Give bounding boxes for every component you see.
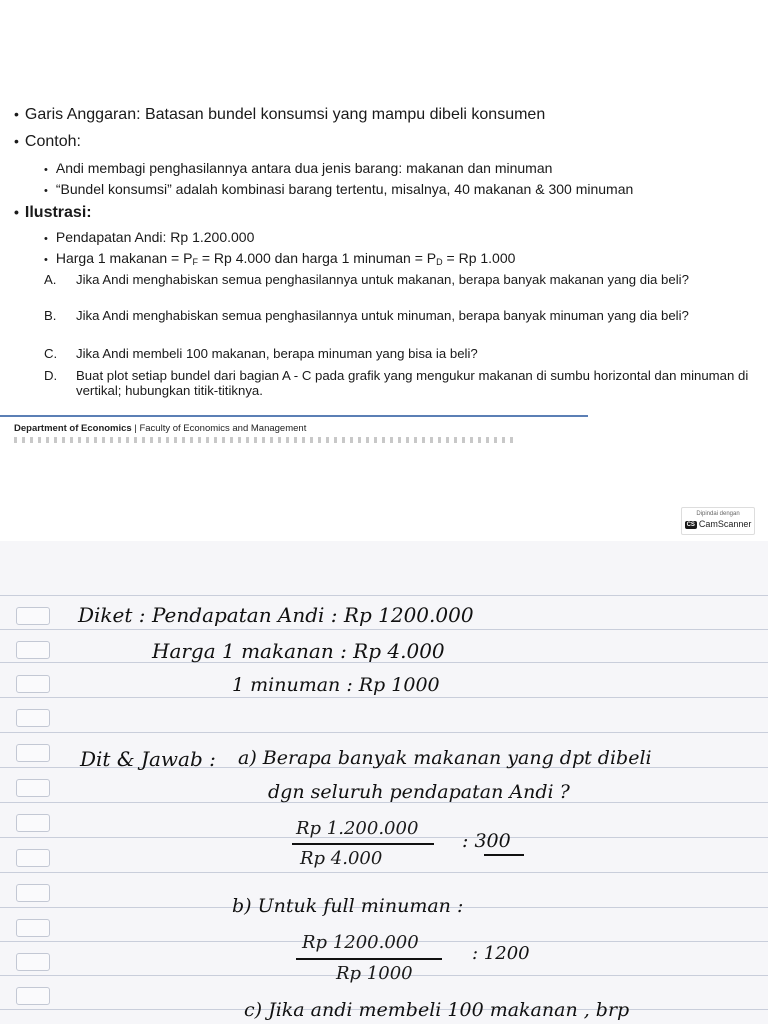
ilustrasi-harga (44, 250, 515, 267)
margin-box (16, 849, 50, 867)
margin-box (16, 675, 50, 693)
diket-label: Diket : (78, 603, 146, 627)
margin-box (16, 744, 50, 762)
question-letter: B. (44, 308, 57, 323)
ruled-line (0, 629, 768, 630)
fraction-a-denominator: Rp 4.000 (300, 848, 383, 869)
camscanner-logo-icon: CS (686, 522, 695, 528)
bullet-dot-icon: • (14, 133, 19, 149)
diket-pendapatan: Pendapatan Andi : Rp 1200.000 (152, 603, 474, 627)
margin-box (16, 641, 50, 659)
camscanner-brand (682, 519, 754, 529)
answer-b-result: : 1200 (472, 943, 530, 964)
fraction-b-denominator: Rp 1000 (336, 963, 413, 984)
footer-faculty: | Faculty of Economics and Management (131, 423, 307, 434)
sub-bullet-icon: • (44, 254, 48, 266)
garis-label: Garis Anggaran: (24, 106, 141, 123)
contoh-item-text: Andi membagi penghasilannya antara dua jenis barang: makanan dan minuman (55, 160, 553, 176)
ilustrasi-heading: Ilustrasi: (24, 204, 92, 221)
diket-harga-makanan: Harga 1 makanan : Rp 4.000 (152, 639, 445, 663)
slide-footer (14, 423, 306, 434)
pendapatan-text: Pendapatan Andi: Rp 1.200.000 (55, 229, 255, 245)
camscanner-name: CamScanner (698, 519, 752, 529)
question-text: Jika Andi menghabiskan semua penghasilannya untuk makanan, berapa banyak makanan yang dia beli? (76, 272, 689, 287)
camscanner-watermark (681, 507, 755, 535)
harga-subscript-d: D (436, 257, 443, 267)
footer-rule (0, 415, 588, 417)
contoh-item (44, 181, 633, 197)
ruled-line (0, 872, 768, 873)
ditjawab-label: Dit & Jawab : (80, 747, 216, 771)
harga-subscript-f: F (192, 257, 198, 267)
question-text: Jika Andi menghabiskan semua penghasilannya untuk minuman, berapa banyak minuman yang dia beli? (76, 308, 689, 323)
camscanner-caption: Dipindai dengan (696, 511, 740, 517)
sub-bullet-icon: • (44, 233, 48, 245)
harga-part2: = Rp 4.000 dan harga 1 minuman = P (197, 250, 437, 266)
handwritten-notebook-page (0, 541, 768, 1024)
answer-a-question-cont: dgn seluruh pendapatan Andi ? (268, 781, 570, 803)
question-text: Jika Andi membeli 100 makanan, berapa minuman yang bisa ia beli? (76, 346, 478, 361)
question-letter: D. (44, 368, 58, 383)
sub-bullet-icon: • (44, 185, 48, 197)
margin-box (16, 919, 50, 937)
contoh-item-text: “Bundel konsumsi” adalah kombinasi barang tertentu, misalnya, 40 makanan & 300 minuman (55, 181, 634, 197)
bullet-contoh (14, 133, 81, 151)
contoh-heading: Contoh: (24, 133, 81, 150)
printed-slide (0, 0, 768, 450)
ruled-line (0, 732, 768, 733)
harga-part1: Harga 1 makanan = P (55, 250, 193, 266)
margin-box (16, 709, 50, 727)
margin-box (16, 607, 50, 625)
answer-a-result: : 300 (462, 830, 511, 852)
margin-box (16, 987, 50, 1005)
bullet-dot-icon: • (14, 204, 19, 220)
answer-a-question: a) Berapa banyak makanan yang dpt dibeli (238, 747, 652, 769)
ruled-line (0, 697, 768, 698)
fraction-a-bar (292, 843, 434, 845)
ilustrasi-pendapatan (44, 229, 254, 245)
sub-bullet-icon: • (44, 164, 48, 176)
margin-box (16, 814, 50, 832)
fraction-b-bar (296, 958, 442, 960)
answer-c-question: c) Jika andi membeli 100 makanan , brp (244, 999, 630, 1021)
fraction-a-numerator: Rp 1.200.000 (296, 818, 419, 839)
harga-part3: = Rp 1.000 (442, 250, 516, 266)
question-letter: C. (44, 346, 58, 361)
margin-box (16, 953, 50, 971)
answer-b-question: b) Untuk full minuman : (232, 895, 464, 917)
question-text: Buat plot setiap bundel dari bagian A - C pada grafik yang mengukur makanan di sumbu horizontal dan minuman di vertikal; hubungkan titik-titiknya. (76, 368, 749, 398)
question-letter: A. (44, 272, 57, 287)
diket-harga-minuman: 1 minuman : Rp 1000 (232, 674, 440, 696)
footer-contact-strip (14, 437, 514, 443)
contoh-item (44, 160, 552, 176)
ruled-line (0, 595, 768, 596)
result-a-underline (484, 854, 524, 856)
fraction-b-numerator: Rp 1200.000 (302, 932, 419, 953)
footer-department: Department of Economics (14, 423, 132, 434)
margin-box (16, 779, 50, 797)
bullet-dot-icon: • (14, 106, 19, 122)
bullet-ilustrasi (14, 204, 92, 222)
garis-text: Batasan bundel konsumsi yang mampu dibeli konsumen (144, 106, 546, 123)
margin-box (16, 884, 50, 902)
bullet-garis-anggaran (14, 106, 545, 124)
